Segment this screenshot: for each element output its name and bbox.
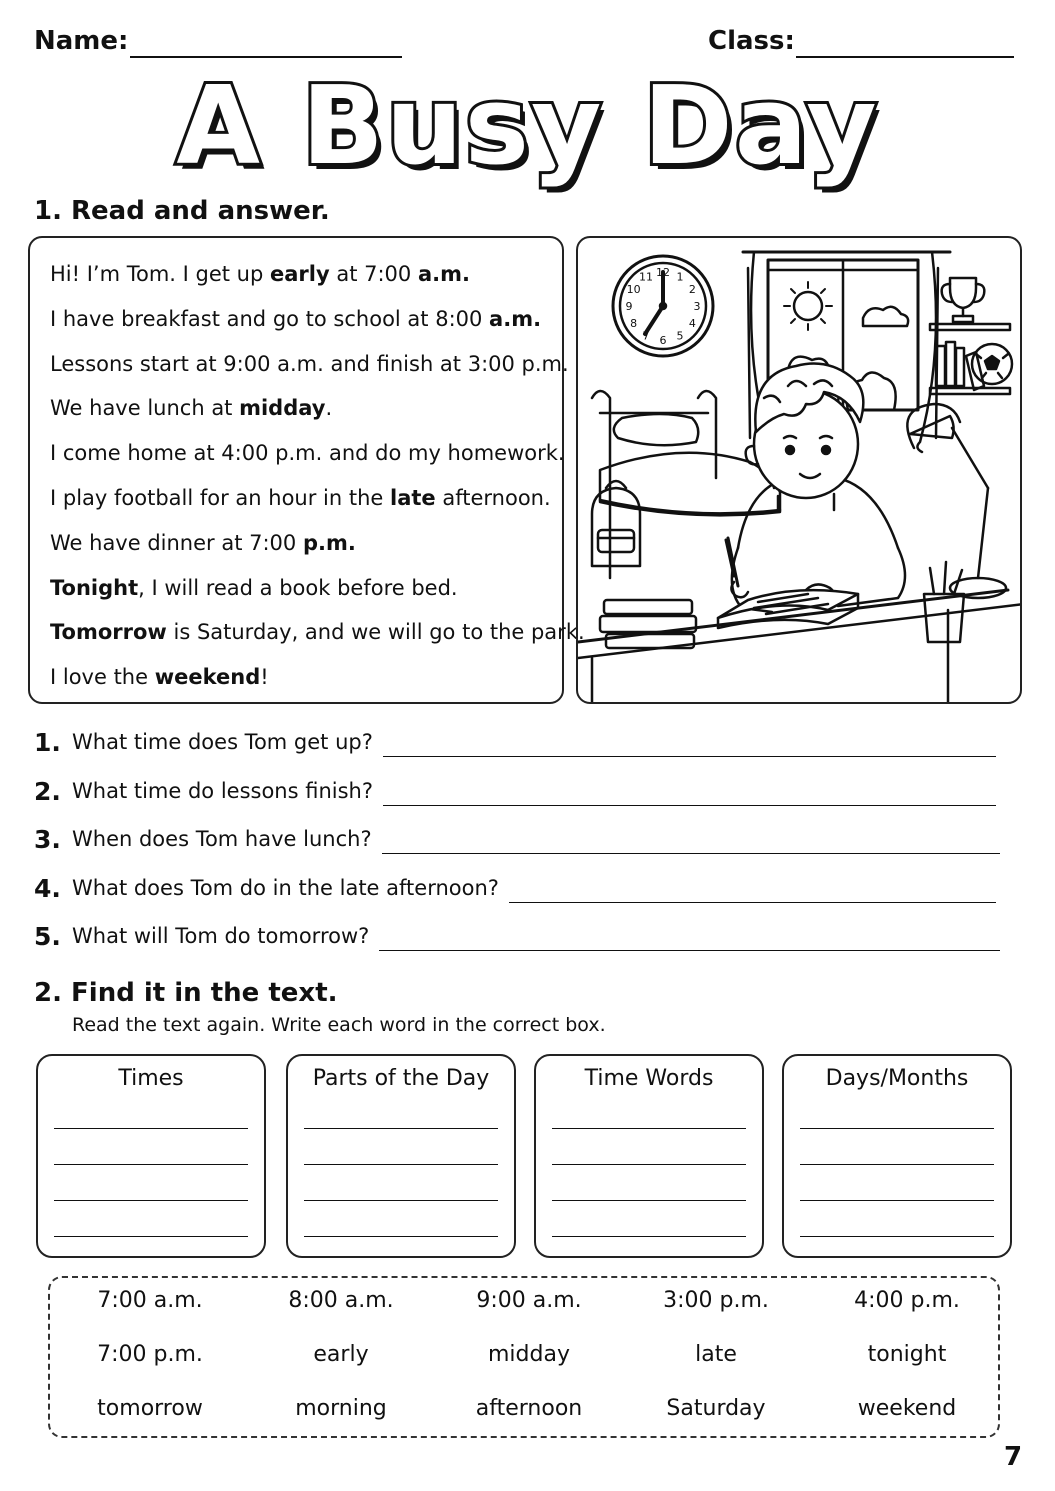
answer-line[interactable] <box>383 805 996 806</box>
key-word: late <box>390 486 436 510</box>
question-number: 2. <box>34 776 61 806</box>
page-title: A Busy Day <box>176 64 879 189</box>
boy-icon <box>726 364 905 612</box>
passage-line: Tomorrow is Saturday, and we will go to the park. <box>50 620 585 645</box>
question-number: 4. <box>34 873 61 903</box>
class-label: Class: <box>708 26 795 56</box>
clock-number: 7 <box>642 329 650 343</box>
word-bank-item: Saturday <box>666 1396 766 1421</box>
word-bank-item: 7:00 p.m. <box>97 1342 203 1367</box>
clock-number: 8 <box>630 317 638 330</box>
write-line[interactable] <box>800 1236 994 1237</box>
clock-icon <box>613 256 713 356</box>
key-word: a.m. <box>417 262 470 286</box>
pencil-cup-icon <box>924 562 964 642</box>
write-line[interactable] <box>800 1164 994 1165</box>
word-bank-item: midday <box>488 1342 570 1367</box>
name-label: Name: <box>34 26 129 56</box>
answer-line[interactable] <box>379 950 1000 951</box>
clock-number: 5 <box>676 329 684 343</box>
clock-number: 6 <box>659 334 667 347</box>
book-stack-icon <box>600 600 696 648</box>
answer-line[interactable] <box>509 902 996 903</box>
word-bank-item: early <box>313 1342 369 1367</box>
clock-number: 2 <box>688 283 696 296</box>
question-text: What does Tom do in the late afternoon? <box>72 875 499 900</box>
write-line[interactable] <box>54 1200 248 1201</box>
question-text: What time do lessons finish? <box>72 778 374 803</box>
clock-number: 4 <box>688 317 696 330</box>
key-word: a.m. <box>489 306 542 331</box>
question-text: When does Tom have lunch? <box>72 827 372 852</box>
passage-line: Lessons start at 9:00 a.m. and finish at 3:00 p.m. <box>50 351 569 376</box>
answer-line[interactable] <box>383 756 996 757</box>
backpack-icon <box>592 481 640 566</box>
question-text: What will Tom do tomorrow? <box>72 924 370 949</box>
passage-line: I love the weekend! <box>50 665 269 690</box>
question-number: 1. <box>34 728 61 757</box>
write-line[interactable] <box>552 1236 746 1237</box>
bed-icon <box>592 391 780 578</box>
illustration-boy-doing-homework <box>576 236 1022 704</box>
word-bank-item: weekend <box>857 1396 957 1421</box>
clock-number: 9 <box>625 300 633 313</box>
page-number: 7 <box>1004 1442 1023 1472</box>
key-word: midday <box>239 396 326 421</box>
passage-line: We have dinner at 7:00 p.m. <box>50 530 356 555</box>
write-line[interactable] <box>304 1128 498 1129</box>
write-line[interactable] <box>800 1200 994 1201</box>
write-line[interactable] <box>552 1128 746 1129</box>
question-text: What time does Tom get up? <box>72 730 373 754</box>
word-bank-item: tonight <box>867 1342 947 1367</box>
answer-line[interactable] <box>382 853 1000 854</box>
write-line[interactable] <box>54 1128 248 1129</box>
category-title: Parts of the Day <box>312 1066 490 1091</box>
write-line[interactable] <box>800 1128 994 1129</box>
write-line[interactable] <box>304 1164 498 1165</box>
clock-number: 3 <box>693 300 701 313</box>
class-field[interactable] <box>796 56 1014 58</box>
name-field[interactable] <box>130 56 402 58</box>
key-word: early <box>269 262 330 286</box>
word-bank-item: late <box>695 1342 737 1367</box>
section1-heading: 1. Read and answer. <box>34 196 330 226</box>
category-title: Time Words <box>584 1066 714 1091</box>
word-bank-item: 4:00 p.m. <box>854 1288 960 1313</box>
passage-line: I play football for an hour in the late afternoon. <box>50 486 551 510</box>
question-number: 3. <box>34 825 61 855</box>
clock-number: 12 <box>656 266 670 279</box>
clock-number: 11 <box>639 270 653 284</box>
passage-line: We have lunch at midday. <box>50 396 333 421</box>
key-word: p.m. <box>302 530 356 555</box>
category-box <box>36 1054 266 1258</box>
word-bank-item: 8:00 a.m. <box>288 1288 394 1313</box>
word-bank-item: morning <box>295 1396 387 1421</box>
trophy-icon <box>942 278 985 322</box>
category-title: Times <box>118 1066 184 1091</box>
category-title: Days/Months <box>825 1066 969 1091</box>
category-box <box>782 1054 1012 1258</box>
key-word: weekend <box>154 665 261 690</box>
write-line[interactable] <box>304 1236 498 1237</box>
question-number: 5. <box>34 922 61 952</box>
write-line[interactable] <box>552 1164 746 1165</box>
word-bank-item: afternoon <box>475 1396 583 1421</box>
key-word: Tomorrow <box>50 620 167 645</box>
category-box <box>534 1054 764 1258</box>
passage-line: I have breakfast and go to school at 8:00 a.m. <box>50 306 542 331</box>
passage-line: I come home at 4:00 p.m. and do my homework. <box>50 441 565 466</box>
word-bank-item: 7:00 a.m. <box>97 1288 203 1313</box>
word-bank-item: tomorrow <box>97 1396 203 1421</box>
write-line[interactable] <box>304 1200 498 1201</box>
word-bank-item: 3:00 p.m. <box>663 1288 769 1313</box>
passage-line: Tonight, I will read a book before bed. <box>50 575 458 600</box>
category-box <box>286 1054 516 1258</box>
write-line[interactable] <box>54 1236 248 1237</box>
section2-heading: 2. Find it in the text. <box>34 978 338 1008</box>
write-line[interactable] <box>552 1200 746 1201</box>
clock-number: 10 <box>626 283 641 296</box>
passage-line: Hi! I’m Tom. I get up early at 7:00 a.m. <box>50 262 470 286</box>
word-bank-item: 9:00 a.m. <box>476 1288 582 1313</box>
write-line[interactable] <box>54 1164 248 1165</box>
key-word: Tonight <box>50 575 139 600</box>
clock-number: 1 <box>676 270 684 284</box>
section2-instruction: Read the text again. Write each word in the correct box. <box>72 1014 606 1036</box>
